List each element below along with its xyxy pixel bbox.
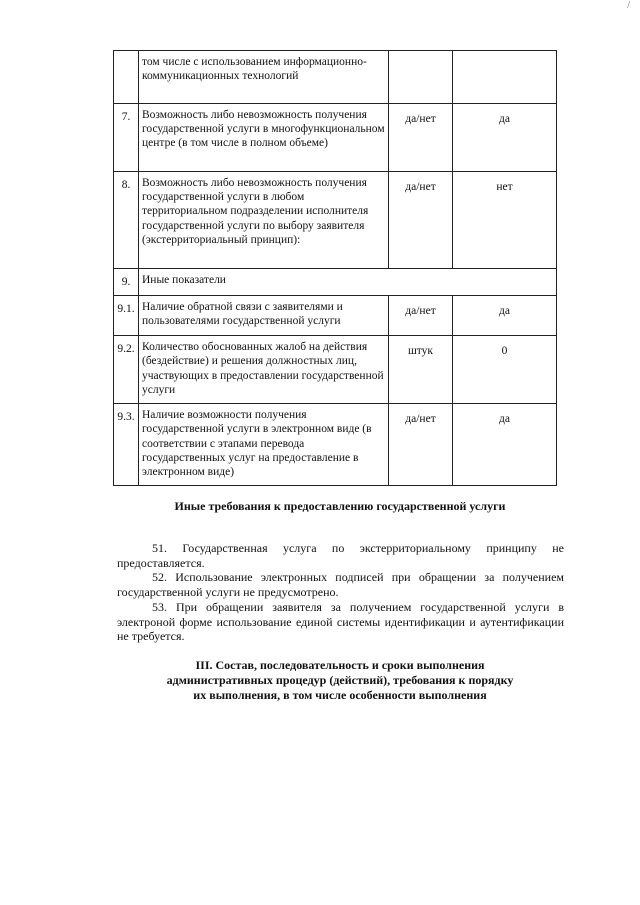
row-value	[453, 51, 557, 104]
chapter-title	[120, 658, 560, 703]
row-unit	[389, 51, 453, 104]
row-unit: да/нет	[389, 296, 453, 336]
row-number: 9.1.	[114, 296, 139, 336]
row-value: да	[453, 296, 557, 336]
row-text: том числе с использованием информационно-коммуникационных технологий	[139, 51, 389, 104]
row-unit: штук	[389, 336, 453, 404]
chapter-title-line: III. Состав, последовательность и сроки выполнения	[195, 658, 485, 672]
row-value: нет	[453, 172, 557, 269]
paragraph-52: 52. Использование электронных подписей при обращении за получением государственной услуги не предусмотрено.	[117, 570, 564, 600]
indicators-table	[113, 50, 557, 486]
paragraph-list	[117, 541, 564, 644]
row-unit: да/нет	[389, 404, 453, 486]
paragraph-51: 51. Государственная услуга по экстерриториальному принципу не предоставляется.	[117, 541, 564, 570]
row-value: 0	[453, 336, 557, 404]
row-unit: да/нет	[389, 172, 453, 269]
table-row	[114, 51, 557, 104]
row-number	[114, 51, 139, 104]
row-unit: да/нет	[389, 104, 453, 172]
chapter-title-line: их выполнения, в том числе особенности выполнения	[193, 688, 487, 702]
row-text: Возможность либо невозможность получения государственной услуги в любом территориальном подразделении исполнителя государственной услуги по выбору заявителя (экстерриториальный принцип):	[139, 172, 389, 269]
table-row	[114, 104, 557, 172]
table-row	[114, 336, 557, 404]
row-text: Иные показатели	[139, 269, 557, 296]
row-number: 8.	[114, 172, 139, 269]
page-corner-mark: /	[627, 0, 630, 11]
row-text: Наличие обратной связи с заявителями и пользователями государственной услуги	[139, 296, 389, 336]
row-number: 9.3.	[114, 404, 139, 486]
row-value: да	[453, 104, 557, 172]
table-row	[114, 172, 557, 269]
row-text: Возможность либо невозможность получения государственной услуги в многофункциональном центре (в том числе в полном объеме)	[139, 104, 389, 172]
row-text: Наличие возможности получения государственной услуги в электронном виде (в соответствии с этапами перевода государственных услуг на предоставление в электронном виде)	[139, 404, 389, 486]
row-number: 9.	[114, 269, 139, 296]
row-value: да	[453, 404, 557, 486]
row-number: 9.2.	[114, 336, 139, 404]
table-row	[114, 269, 557, 296]
table-row	[114, 296, 557, 336]
table-row	[114, 404, 557, 486]
row-text: Количество обоснованных жалоб на действия (бездействие) и решения должностных лиц, участвующих в предоставлении государственной услуги	[139, 336, 389, 404]
chapter-title-line: административных процедур (действий), требования к порядку	[166, 673, 514, 687]
row-number: 7.	[114, 104, 139, 172]
paragraph-53: 53. При обращении заявителя за получением государственной услуги в электроной форме использование единой системы идентификации и аутентификации не требуется.	[117, 599, 564, 644]
section-heading: Иные требования к предоставлению государственной услуги	[174, 499, 506, 513]
